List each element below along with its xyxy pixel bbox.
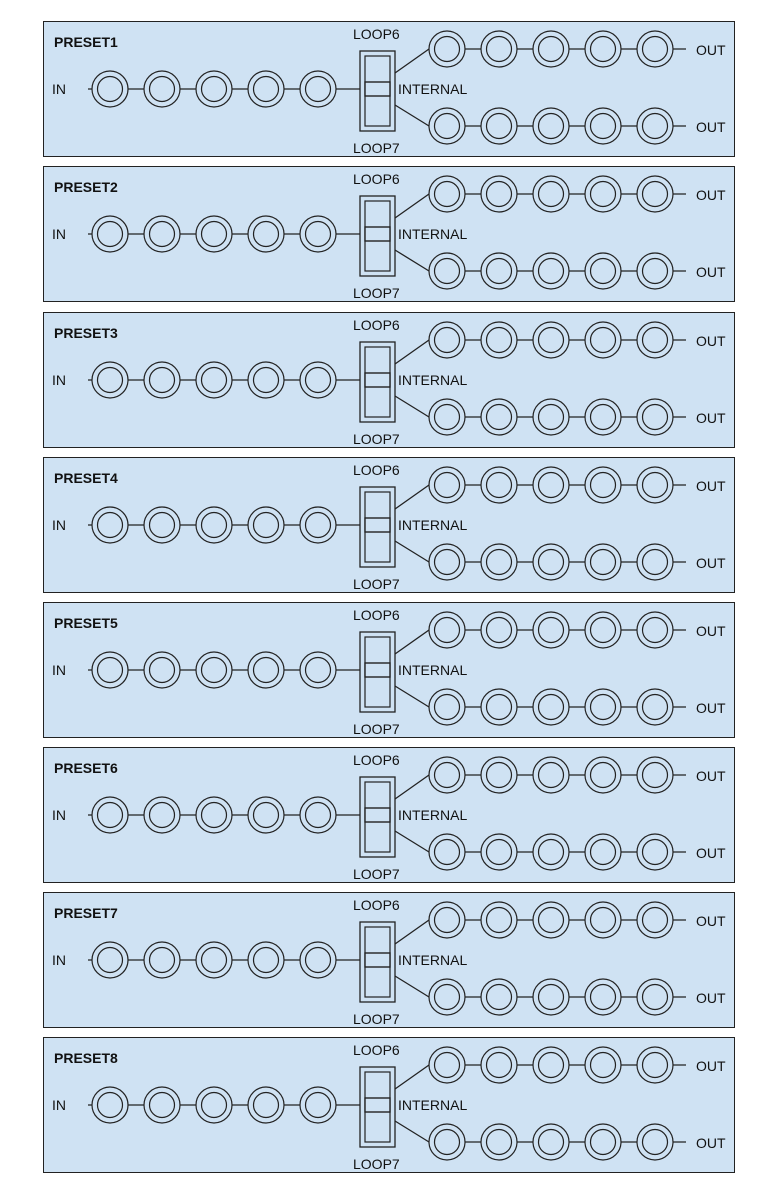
loop6-jack-5-inner-ring <box>643 763 668 788</box>
loop6-jack-3-inner-ring <box>539 182 564 207</box>
out-top-label: OUT <box>696 478 726 494</box>
out-bottom-label: OUT <box>696 264 726 280</box>
switch-lever <box>365 227 390 241</box>
loop7-label: LOOP7 <box>353 285 400 301</box>
internal-label: INTERNAL <box>398 226 468 242</box>
loop7-label: LOOP7 <box>353 576 400 592</box>
loop7-jack-4-inner-ring <box>591 1130 616 1155</box>
loop7-jack-5-inner-ring <box>643 840 668 865</box>
in-label: IN <box>52 517 66 533</box>
loop7-jack-1-inner-ring <box>435 405 460 430</box>
input-jack-2-inner-ring <box>150 222 175 247</box>
input-jack-4-inner-ring <box>254 658 279 683</box>
loop7-jack-5-inner-ring <box>643 114 668 139</box>
preset-panel-2 <box>43 166 735 302</box>
loop6-jack-4-inner-ring <box>591 763 616 788</box>
preset-title: PRESET3 <box>54 325 118 341</box>
input-jack-2-inner-ring <box>150 1093 175 1118</box>
loop6-jack-3-inner-ring <box>539 473 564 498</box>
out-top-label: OUT <box>696 42 726 58</box>
preset-title: PRESET6 <box>54 760 118 776</box>
in-label: IN <box>52 81 66 97</box>
loop7-label: LOOP7 <box>353 866 400 882</box>
loop6-jack-1-inner-ring <box>435 908 460 933</box>
loop6-label: LOOP6 <box>353 171 400 187</box>
loop7-jack-5-inner-ring <box>643 405 668 430</box>
input-jack-1-inner-ring <box>98 77 123 102</box>
out-top-label: OUT <box>696 1058 726 1074</box>
input-jack-2-inner-ring <box>150 513 175 538</box>
switch-lever <box>365 373 390 387</box>
input-jack-3-inner-ring <box>202 222 227 247</box>
loop7-jack-5-inner-ring <box>643 985 668 1010</box>
preset-panel-1 <box>43 21 735 157</box>
loop7-jack-1-inner-ring <box>435 985 460 1010</box>
switch-lever <box>365 663 390 677</box>
loop7-label: LOOP7 <box>353 431 400 447</box>
input-jack-2-inner-ring <box>150 948 175 973</box>
loop7-jack-3-inner-ring <box>539 550 564 575</box>
loop7-jack-5-inner-ring <box>643 695 668 720</box>
loop7-label: LOOP7 <box>353 140 400 156</box>
loop7-jack-2-inner-ring <box>487 1130 512 1155</box>
input-jack-4-inner-ring <box>254 368 279 393</box>
loop6-jack-2-inner-ring <box>487 37 512 62</box>
loop6-jack-1-inner-ring <box>435 473 460 498</box>
loop6-jack-1-inner-ring <box>435 328 460 353</box>
switch-lever <box>365 518 390 532</box>
loop6-jack-2-inner-ring <box>487 1053 512 1078</box>
input-jack-1-inner-ring <box>98 803 123 828</box>
internal-label: INTERNAL <box>398 807 468 823</box>
preset-title: PRESET1 <box>54 34 118 50</box>
loop6-jack-2-inner-ring <box>487 908 512 933</box>
loop7-jack-3-inner-ring <box>539 1130 564 1155</box>
out-top-label: OUT <box>696 623 726 639</box>
input-jack-3-inner-ring <box>202 948 227 973</box>
loop6-jack-5-inner-ring <box>643 908 668 933</box>
out-bottom-label: OUT <box>696 1135 726 1151</box>
loop6-jack-2-inner-ring <box>487 618 512 643</box>
switch-lever <box>365 953 390 967</box>
input-jack-4-inner-ring <box>254 77 279 102</box>
loop7-jack-4-inner-ring <box>591 985 616 1010</box>
out-bottom-label: OUT <box>696 845 726 861</box>
input-jack-4-inner-ring <box>254 1093 279 1118</box>
loop7-jack-3-inner-ring <box>539 405 564 430</box>
input-jack-1-inner-ring <box>98 513 123 538</box>
input-jack-4-inner-ring <box>254 222 279 247</box>
loop6-jack-3-inner-ring <box>539 328 564 353</box>
input-jack-1-inner-ring <box>98 1093 123 1118</box>
loop7-jack-2-inner-ring <box>487 405 512 430</box>
loop7-jack-1-inner-ring <box>435 695 460 720</box>
preset-title: PRESET5 <box>54 615 118 631</box>
input-jack-3-inner-ring <box>202 803 227 828</box>
loop7-jack-4-inner-ring <box>591 550 616 575</box>
loop7-label: LOOP7 <box>353 1156 400 1172</box>
preset-panel-7 <box>43 892 735 1028</box>
switch-lever <box>365 1098 390 1112</box>
loop6-label: LOOP6 <box>353 607 400 623</box>
input-jack-2-inner-ring <box>150 658 175 683</box>
loop7-jack-3-inner-ring <box>539 114 564 139</box>
loop6-jack-3-inner-ring <box>539 37 564 62</box>
input-jack-1-inner-ring <box>98 222 123 247</box>
loop6-label: LOOP6 <box>353 1042 400 1058</box>
loop7-jack-2-inner-ring <box>487 114 512 139</box>
loop7-jack-1-inner-ring <box>435 550 460 575</box>
loop6-jack-5-inner-ring <box>643 37 668 62</box>
input-jack-1-inner-ring <box>98 368 123 393</box>
in-label: IN <box>52 662 66 678</box>
loop6-jack-1-inner-ring <box>435 37 460 62</box>
internal-label: INTERNAL <box>398 1097 468 1113</box>
out-top-label: OUT <box>696 333 726 349</box>
input-jack-5-inner-ring <box>306 803 331 828</box>
input-jack-1-inner-ring <box>98 948 123 973</box>
loop6-label: LOOP6 <box>353 26 400 42</box>
preset-panel-4 <box>43 457 735 593</box>
input-jack-5-inner-ring <box>306 1093 331 1118</box>
loop6-jack-2-inner-ring <box>487 182 512 207</box>
preset-title: PRESET4 <box>54 470 118 486</box>
loop7-jack-4-inner-ring <box>591 259 616 284</box>
internal-label: INTERNAL <box>398 372 468 388</box>
loop6-jack-2-inner-ring <box>487 328 512 353</box>
loop6-jack-5-inner-ring <box>643 618 668 643</box>
input-jack-3-inner-ring <box>202 77 227 102</box>
input-jack-5-inner-ring <box>306 222 331 247</box>
loop7-jack-1-inner-ring <box>435 259 460 284</box>
loop6-jack-3-inner-ring <box>539 1053 564 1078</box>
loop7-jack-4-inner-ring <box>591 840 616 865</box>
loop7-label: LOOP7 <box>353 721 400 737</box>
loop7-jack-2-inner-ring <box>487 840 512 865</box>
loop6-jack-4-inner-ring <box>591 473 616 498</box>
out-top-label: OUT <box>696 913 726 929</box>
loop6-jack-2-inner-ring <box>487 473 512 498</box>
loop7-jack-5-inner-ring <box>643 550 668 575</box>
in-label: IN <box>52 952 66 968</box>
loop6-jack-3-inner-ring <box>539 763 564 788</box>
switch-lever <box>365 808 390 822</box>
internal-label: INTERNAL <box>398 517 468 533</box>
input-jack-1-inner-ring <box>98 658 123 683</box>
loop6-jack-3-inner-ring <box>539 908 564 933</box>
preset-panel-3 <box>43 312 735 448</box>
loop6-jack-1-inner-ring <box>435 182 460 207</box>
loop6-jack-3-inner-ring <box>539 618 564 643</box>
loop7-label: LOOP7 <box>353 1011 400 1027</box>
loop7-jack-3-inner-ring <box>539 259 564 284</box>
input-jack-3-inner-ring <box>202 1093 227 1118</box>
loop7-jack-1-inner-ring <box>435 114 460 139</box>
loop6-jack-1-inner-ring <box>435 618 460 643</box>
out-bottom-label: OUT <box>696 119 726 135</box>
loop6-jack-4-inner-ring <box>591 37 616 62</box>
internal-label: INTERNAL <box>398 952 468 968</box>
loop6-jack-4-inner-ring <box>591 618 616 643</box>
out-bottom-label: OUT <box>696 700 726 716</box>
input-jack-4-inner-ring <box>254 803 279 828</box>
loop6-label: LOOP6 <box>353 752 400 768</box>
loop6-label: LOOP6 <box>353 897 400 913</box>
loop7-jack-2-inner-ring <box>487 985 512 1010</box>
loop6-jack-5-inner-ring <box>643 328 668 353</box>
loop7-jack-5-inner-ring <box>643 259 668 284</box>
input-jack-5-inner-ring <box>306 658 331 683</box>
input-jack-4-inner-ring <box>254 948 279 973</box>
loop7-jack-1-inner-ring <box>435 840 460 865</box>
loop7-jack-4-inner-ring <box>591 695 616 720</box>
loop7-jack-2-inner-ring <box>487 259 512 284</box>
out-bottom-label: OUT <box>696 555 726 571</box>
preset-panel-5 <box>43 602 735 738</box>
loop6-jack-1-inner-ring <box>435 763 460 788</box>
input-jack-5-inner-ring <box>306 77 331 102</box>
input-jack-3-inner-ring <box>202 658 227 683</box>
preset-panel-6 <box>43 747 735 883</box>
input-jack-5-inner-ring <box>306 368 331 393</box>
loop6-jack-5-inner-ring <box>643 182 668 207</box>
in-label: IN <box>52 372 66 388</box>
input-jack-3-inner-ring <box>202 513 227 538</box>
input-jack-4-inner-ring <box>254 513 279 538</box>
in-label: IN <box>52 226 66 242</box>
out-top-label: OUT <box>696 187 726 203</box>
input-jack-3-inner-ring <box>202 368 227 393</box>
preset-title: PRESET2 <box>54 179 118 195</box>
in-label: IN <box>52 807 66 823</box>
preset-panel-8 <box>43 1037 735 1173</box>
input-jack-2-inner-ring <box>150 77 175 102</box>
loop6-jack-2-inner-ring <box>487 763 512 788</box>
out-bottom-label: OUT <box>696 410 726 426</box>
loop6-jack-1-inner-ring <box>435 1053 460 1078</box>
loop6-jack-5-inner-ring <box>643 473 668 498</box>
in-label: IN <box>52 1097 66 1113</box>
internal-label: INTERNAL <box>398 81 468 97</box>
input-jack-5-inner-ring <box>306 513 331 538</box>
loop6-jack-4-inner-ring <box>591 182 616 207</box>
input-jack-5-inner-ring <box>306 948 331 973</box>
loop7-jack-2-inner-ring <box>487 695 512 720</box>
loop6-jack-4-inner-ring <box>591 908 616 933</box>
out-bottom-label: OUT <box>696 990 726 1006</box>
loop6-jack-4-inner-ring <box>591 328 616 353</box>
loop6-jack-5-inner-ring <box>643 1053 668 1078</box>
loop7-jack-5-inner-ring <box>643 1130 668 1155</box>
loop6-jack-4-inner-ring <box>591 1053 616 1078</box>
preset-title: PRESET7 <box>54 905 118 921</box>
loop7-jack-2-inner-ring <box>487 550 512 575</box>
loop7-jack-3-inner-ring <box>539 985 564 1010</box>
loop7-jack-3-inner-ring <box>539 695 564 720</box>
loop7-jack-3-inner-ring <box>539 840 564 865</box>
input-jack-2-inner-ring <box>150 803 175 828</box>
loop7-jack-4-inner-ring <box>591 405 616 430</box>
switch-lever <box>365 82 390 96</box>
out-top-label: OUT <box>696 768 726 784</box>
loop6-label: LOOP6 <box>353 462 400 478</box>
internal-label: INTERNAL <box>398 662 468 678</box>
loop7-jack-1-inner-ring <box>435 1130 460 1155</box>
input-jack-2-inner-ring <box>150 368 175 393</box>
loop6-label: LOOP6 <box>353 317 400 333</box>
loop7-jack-4-inner-ring <box>591 114 616 139</box>
preset-title: PRESET8 <box>54 1050 118 1066</box>
